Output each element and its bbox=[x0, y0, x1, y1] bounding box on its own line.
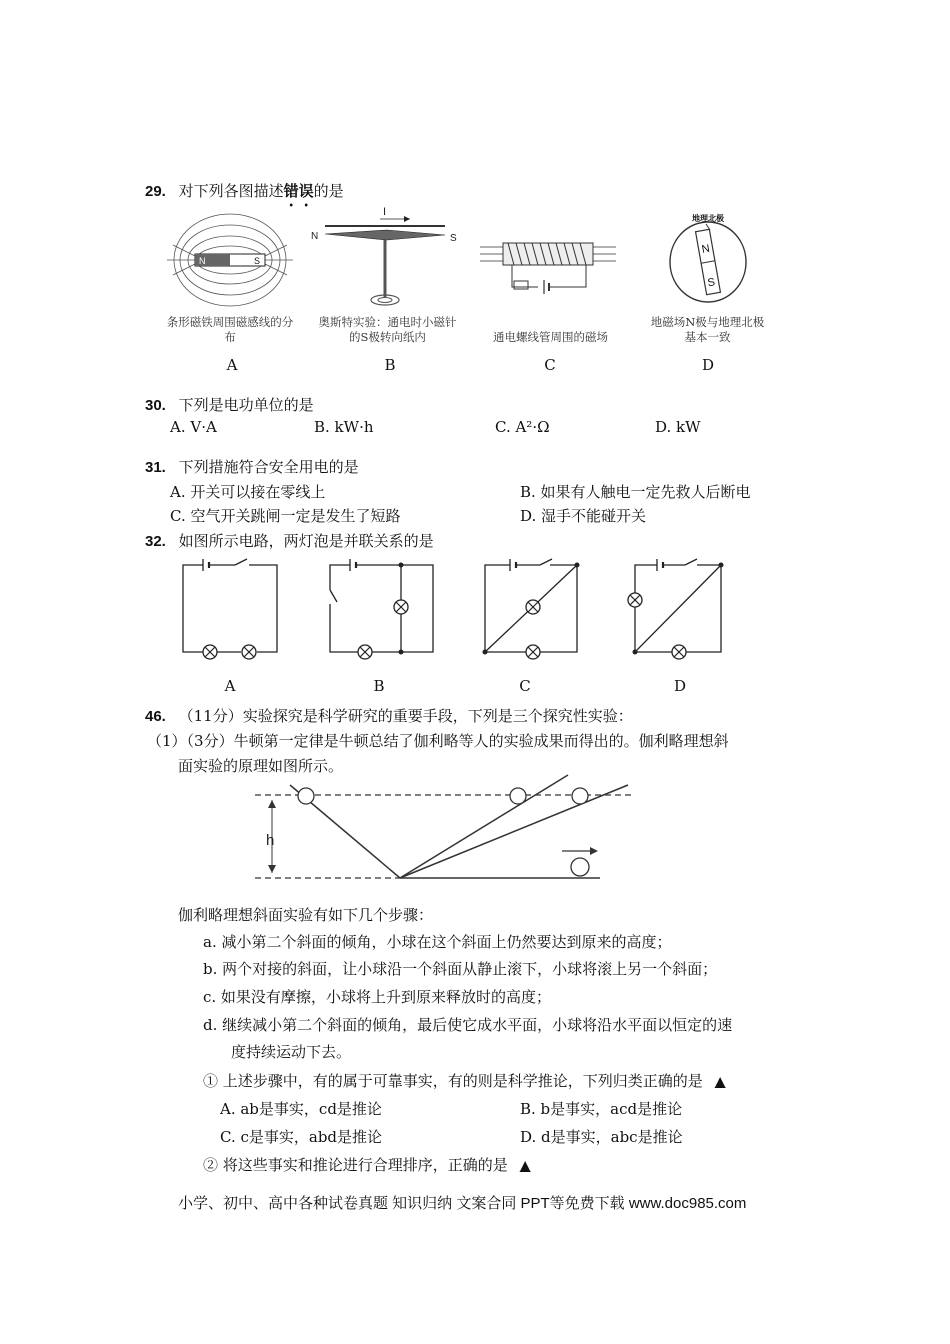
q46-sub1-text: ① 上述步骤中，有的属于可靠事实，有的则是科学推论，下列归类正确的是 bbox=[203, 1072, 703, 1090]
q46-ramp-diagram bbox=[250, 775, 640, 885]
q29-figure-b bbox=[305, 205, 465, 315]
q29-figure-a bbox=[165, 210, 295, 315]
page-footer: 小学、初中、高中各种试卷真题 知识归纳 文案合同 PPT等免费下载 www.doc985.com bbox=[178, 1195, 747, 1212]
q46-sub1-option-c: C. c是事实，abd是推论 bbox=[220, 1128, 383, 1146]
fig-d-n: N bbox=[700, 242, 711, 256]
q29-caption-d: 地磁场N极与地理北极基本一致 bbox=[650, 315, 765, 344]
q30-option-c: C. A²·Ω bbox=[495, 418, 550, 436]
q46-step-d: d. 继续减小第二个斜面的倾角，最后使它成水平面，小球将沿水平面以恒定的速 bbox=[203, 1016, 733, 1034]
q32-circuits bbox=[165, 550, 735, 660]
q32-label-a: A bbox=[224, 677, 236, 695]
fig-a-n: N bbox=[199, 256, 206, 266]
q32-text: 如图所示电路，两灯泡是并联关系的是 bbox=[178, 532, 434, 550]
q29-label-b: B bbox=[384, 356, 396, 374]
fig-b-s: S bbox=[450, 233, 457, 244]
q46-sub1-blank: ▲ bbox=[714, 1074, 726, 1090]
q46-step-c: c. 如果没有摩擦，小球将上升到原来释放时的高度； bbox=[203, 988, 551, 1006]
q29-caption-b: 奥斯特实验：通电时小磁针的S极转向纸内 bbox=[318, 315, 457, 344]
q46-sub2-blank: ▲ bbox=[519, 1158, 531, 1174]
q46-sub1-option-a: A. ab是事实，cd是推论 bbox=[220, 1100, 382, 1118]
q29-figure-d bbox=[660, 210, 755, 310]
q31-option-b: B. 如果有人触电一定先救人后断电 bbox=[520, 483, 751, 501]
q29-label-a: A bbox=[226, 356, 238, 374]
q32-number: 32. bbox=[145, 533, 166, 550]
q32-label-b: B bbox=[373, 677, 385, 695]
q46-part1-line1: （1）（3分）牛顿第一定律是牛顿总结了伽利略等人的实验成果而得出的。伽利略理想斜 bbox=[147, 732, 729, 750]
q31-option-d: D. 湿手不能碰开关 bbox=[520, 507, 647, 525]
q29-prefix: 对下列各图描述 bbox=[178, 182, 284, 200]
q30-option-d: D. kW bbox=[655, 418, 701, 436]
q32-stem bbox=[145, 530, 434, 551]
q46-part1-line2: 面实验的原理如图所示。 bbox=[178, 757, 344, 775]
fig-b-i: I bbox=[383, 206, 387, 218]
q32-label-d: D bbox=[673, 677, 687, 695]
q29-caption-a: 条形磁铁周围磁感线的分布 bbox=[166, 315, 294, 344]
q46-step-a: a. 减小第二个斜面的倾角，小球在这个斜面上仍然要达到原来的高度； bbox=[203, 933, 672, 951]
q46-stem bbox=[145, 705, 633, 726]
q46-step-b: b. 两个对接的斜面，让小球沿一个斜面从静止滚下，小球将滚上另一个斜面； bbox=[203, 960, 718, 978]
q29-caption-c: 通电螺线管周围的磁场 bbox=[493, 330, 608, 344]
q29-number: 29. bbox=[145, 183, 166, 200]
q46-sub1-option-d: D. d是事实，abc是推论 bbox=[520, 1128, 683, 1146]
q46-steps-intro: 伽利略理想斜面实验有如下几个步骤： bbox=[178, 906, 434, 924]
q46-text: （11分）实验探究是科学研究的重要手段，下列是三个探究性实验： bbox=[178, 707, 633, 725]
q31-number: 31. bbox=[145, 459, 166, 476]
q46-sub1 bbox=[203, 1070, 726, 1091]
q31-stem bbox=[145, 456, 359, 477]
q46-h-label: h bbox=[266, 832, 275, 849]
fig-d-s: S bbox=[706, 276, 716, 290]
q46-sub1-option-b: B. b是事实，acd是推论 bbox=[520, 1100, 683, 1118]
q29-emphasis: 错误 bbox=[283, 182, 314, 200]
q32-label-c: C bbox=[519, 677, 531, 695]
q31-option-c: C. 空气开关跳闸一定是发生了短路 bbox=[170, 507, 401, 525]
fig-a-s: S bbox=[254, 256, 261, 266]
q46-step-d-cont: 度持续运动下去。 bbox=[231, 1043, 352, 1061]
q30-number: 30. bbox=[145, 397, 166, 414]
q30-option-a: A. V·A bbox=[170, 418, 217, 436]
q29-label-c: C bbox=[544, 356, 556, 374]
q29-suffix: 的是 bbox=[313, 182, 344, 200]
q31-option-a: A. 开关可以接在零线上 bbox=[170, 483, 326, 501]
fig-d-top: 地理北极 bbox=[692, 214, 724, 223]
q30-stem bbox=[145, 394, 314, 415]
q31-text: 下列措施符合安全用电的是 bbox=[178, 458, 359, 476]
q46-sub2 bbox=[203, 1154, 531, 1175]
q29-label-d: D bbox=[701, 356, 715, 374]
q30-text: 下列是电功单位的是 bbox=[178, 396, 314, 414]
fig-b-n: N bbox=[311, 231, 319, 242]
q46-sub2-text: ② 将这些事实和推论进行合理排序，正确的是 bbox=[203, 1156, 508, 1174]
q29-figure-c bbox=[478, 225, 618, 305]
q30-option-b: B. kW·h bbox=[314, 418, 374, 436]
q46-number: 46. bbox=[145, 708, 166, 725]
